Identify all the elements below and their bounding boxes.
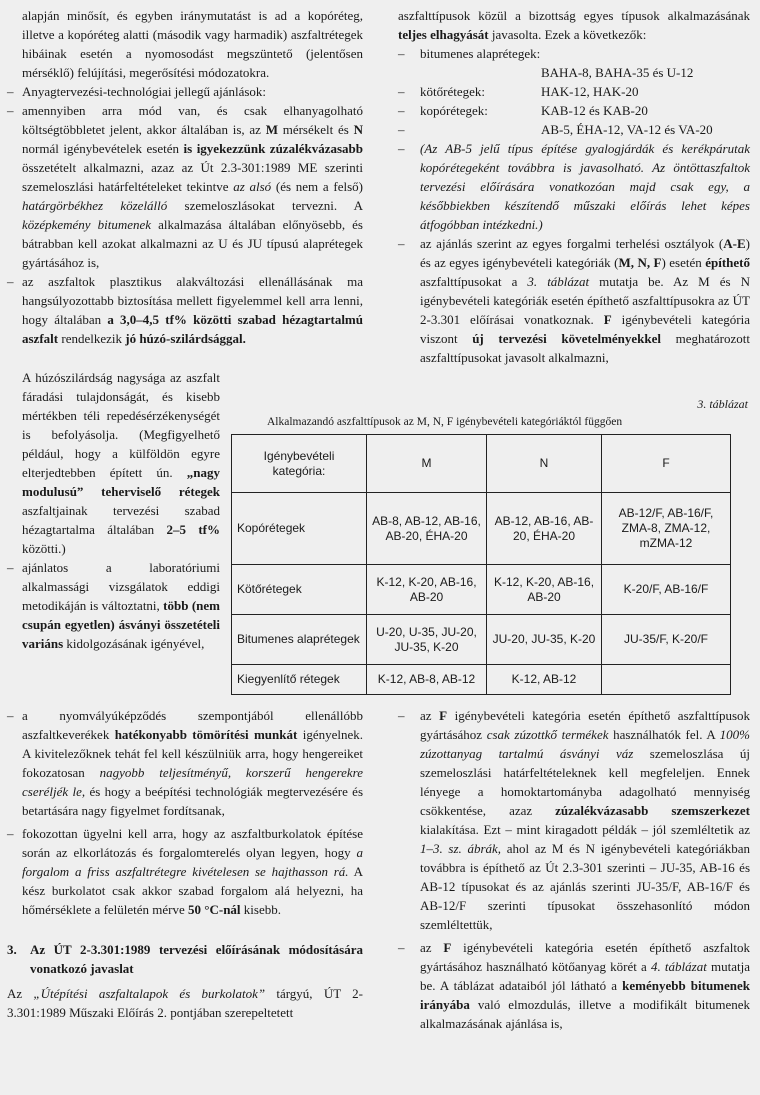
list-item-compaction: – a nyomvályúképződés szempontjából ellenállóbb aszfaltkeverékek hatékonyabb tömörítési munkát igényelnek. A kivitelezőknek tehát fel kell készülniük arra, hogy hengereiket fokozatosan nagyobb teljesítményű, korszerű hengerekre cseréljék le, és hogy a beépítési technológiák megtervezésére és betartására nagy figyelmet fordítsanak,: [7, 708, 364, 818]
list-item-bitumenes: – bitumenes alaprétegek:: [398, 46, 541, 61]
table-header-f: F: [602, 435, 731, 493]
list-item-extra: – AB-5, ÉHA-12, VA-12 és VA-20: [398, 122, 713, 137]
table-row: Bitumenes alaprétegek U-20, U-35, JU-20, JU-35, K-20 JU-20, JU-35, K-20 JU-35/F, K-20/F: [232, 615, 731, 665]
list-item-f-crushed: – az F igénybevételi kategória esetén építhető aszfalttípusok gyártásához csak zúzottkő termékek használhatók fel. A 100% zúzottanyag tartalmú ásványi váz szemeloszlása új szemeloszlási határfeltételeknek kell megfeleljen. Ennek lényege a homoktartományba adagolható mennyiség csökkentése, azaz zúzalékvázasabb szemszerkezet kialakítása. Ezt – mint kiragadott példák – jól szemléltetik az 1–3. sz. ábrák, ahol az M és N igénybevételi kategóriákban továbbra is építhető az Út 2.3-301 szerinti – JU-35, AB-16 és AB-12 típusokat és az ajánlás szerinti JU-35/F, AB-16/F és AB-12/F szerinti típusokat összehasonlító módon szemléltettük,: [398, 708, 751, 932]
list-item-kotoreteg: – kötőrétegek: HAK-12, HAK-20: [398, 84, 639, 99]
right-column: [398, 6, 750, 367]
removed-types-paragraph: aszfalttípusok közül a bizottság egyes típusok alkalmazásának teljes elhagyását javasolta. Ezek a következők:: [398, 8, 750, 42]
table-number: 3. táblázat: [697, 397, 748, 411]
table-title: Alkalmazandó aszfalttípusok az M, N, F igénybevételi kategóriáktól függően: [267, 416, 623, 428]
intro-paragraph: alapján minősít, és egyben iránymutatást is ad a kopóréteg, illetve a kopóréteg alatti (második vagy harmadik) aszfaltrétegek hibáinak esetén a nyomosodást megszüntető (jelentősen mérséklő) felújítási, megerősítési módozatokra.: [22, 8, 363, 80]
right-bottom-column: [398, 706, 750, 1033]
list-item-ae: – az ajánlás szerint az egyes forgalmi terhelési osztályok (A-E) és az egyes igénybevételi kategóriák (M, N, F) esetén építhető aszfalttípusokat a 3. táblázat mutatja be. Az M és N igénybevételi kategóriák esetén építhető aszfalttípusokra az ÚT 2-3.301 előírásai vonatkoznak. F igénybevételi kategória viszont új tervezési követelményekkel meghatározott aszfalttípusokat javasolt alkalmazni,: [398, 236, 751, 365]
list-item-heading: – Anyagtervezési-technológiai jellegű ajánlások:: [7, 84, 267, 99]
table-row: Kötőrétegek K-12, K-20, AB-16, AB-20 K-12, K-20, AB-16, AB-20 K-20/F, AB-16/F: [232, 565, 731, 615]
list-item-koporeteg: – kopórétegek: KAB-12 és KAB-20: [398, 103, 648, 118]
list-item-f-binder: – az F igénybevételi kategória esetén építhető aszfaltok gyártásához használható kötőanyag körét a 4. táblázat mutatja be. A táblázat adataiból jól látható a keményebb bitumenek irányába való elmozdulás, illetve a modifikált bitumenek alkalmazásának ajánlása is,: [398, 940, 751, 1031]
table-row: Kopórétegek AB-8, AB-12, AB-16, AB-20, ÉHA-20 AB-12, AB-16, AB-20, ÉHA-20 AB-12/F, AB-16/F, ZMA-8, ZMA-12, mZMA-12: [232, 493, 731, 565]
bitumenes-values: BAHA-8, BAHA-35 és U-12: [541, 65, 694, 80]
table-header-m: M: [367, 435, 487, 493]
list-item-note: – (Az AB-5 jelű típus építése gyalogjárdák és kerékpárutak kopórétegeként továbbra is javasolható. Az öntöttaszfaltok tervezési előírására vonatkozóan majd csak egy, a későbbiekben készítendő műszaki előírás lehet képes átfogóbban intézkedni.): [398, 141, 750, 232]
section-heading: 3. Az ÚT 2-3.301:1989 tervezési előírásának módosítására vonatkozó javaslat: [7, 942, 363, 976]
tensile-paragraph: A húzószilárdság nagysága az aszfalt fáradási tulajdonságát, és kisebb mértékben téli repedésérzékenységét is befolyásolja. (Megfigyelhető például, hogy a külföldön egyre elterjedtebben épített ún. „nagy modulusú” teherviselő rétegek aszfaltjainak tervezési szabad hézagtartalma általában 2–5 tf% közötti.): [22, 370, 220, 556]
list-item-laboratory: – ajánlatos a laboratóriumi alkalmassági vizsgálatok eddigi metodikáján is változtatni, több (nem csupán egyetlen) ásványi összetételi variáns kidolgozásának igényével,: [7, 560, 220, 651]
section-paragraph: Az „Útépítési aszfaltalapok és burkolatok” tárgyú, ÚT 2-3.301:1989 Műszaki Előírás 2. pontjában szerepeltetett: [7, 986, 363, 1020]
list-item-plasztikus: – az aszfaltok plasztikus alakváltozási ellenállásának ma hangsúlyozottabb biztosítása mellett figyelemmel kell arra lenni, hogy általában a 3,0–4,5 tf% közötti szabad hézagtartalmú aszfalt rendelkezik jó húzó-szilárdsággal.: [7, 274, 363, 346]
left-narrow-column: [7, 368, 220, 653]
list-item-traffic: – fokozottan ügyelni kell arra, hogy az aszfaltburkolatok építése során az elkorlátozás és forgalomterelés olyan legyen, hogy a forgalom a friss aszfaltrétegre kivételesen se hajthasson rá. A kész burkolatot csak akkor szabad forgalom alá helyezni, ha hőmérséklete a felületén mérve 50 °C-nál kisebb.: [7, 826, 363, 917]
list-item-zuzalekvazas: – amennyiben arra mód van, és csak elhanyagolható költségtöbbletet jelent, akkor általában is, az M mérsékelt és N normál igénybevételek esetén is igyekezzünk zúzalékvázasabb összetételt alkalmazni, azaz az Út 2.3-301:1989 ME szerinti szemeloszlási határfeltételeket tekintve az alsó (és nem a felső) határgörbékhez közelálló szemeloszlásokat tervezni. A középkemény bitumenek alkalmazása általában előnyösebb, és bátrabban kell azokat alkalmazni az U és JU típusú alaprétegek gyártásához is,: [7, 103, 363, 270]
asphalt-types-table: [231, 434, 731, 695]
left-column: [7, 6, 363, 348]
table-header-n: N: [487, 435, 602, 493]
table-header-row: [232, 435, 731, 493]
left-bottom-column: [7, 706, 363, 1022]
table-header-category: Igénybevételi kategória:: [232, 435, 367, 493]
table-row: Kiegyenlítő rétegek K-12, AB-8, AB-12 K-12, AB-12: [232, 665, 731, 695]
